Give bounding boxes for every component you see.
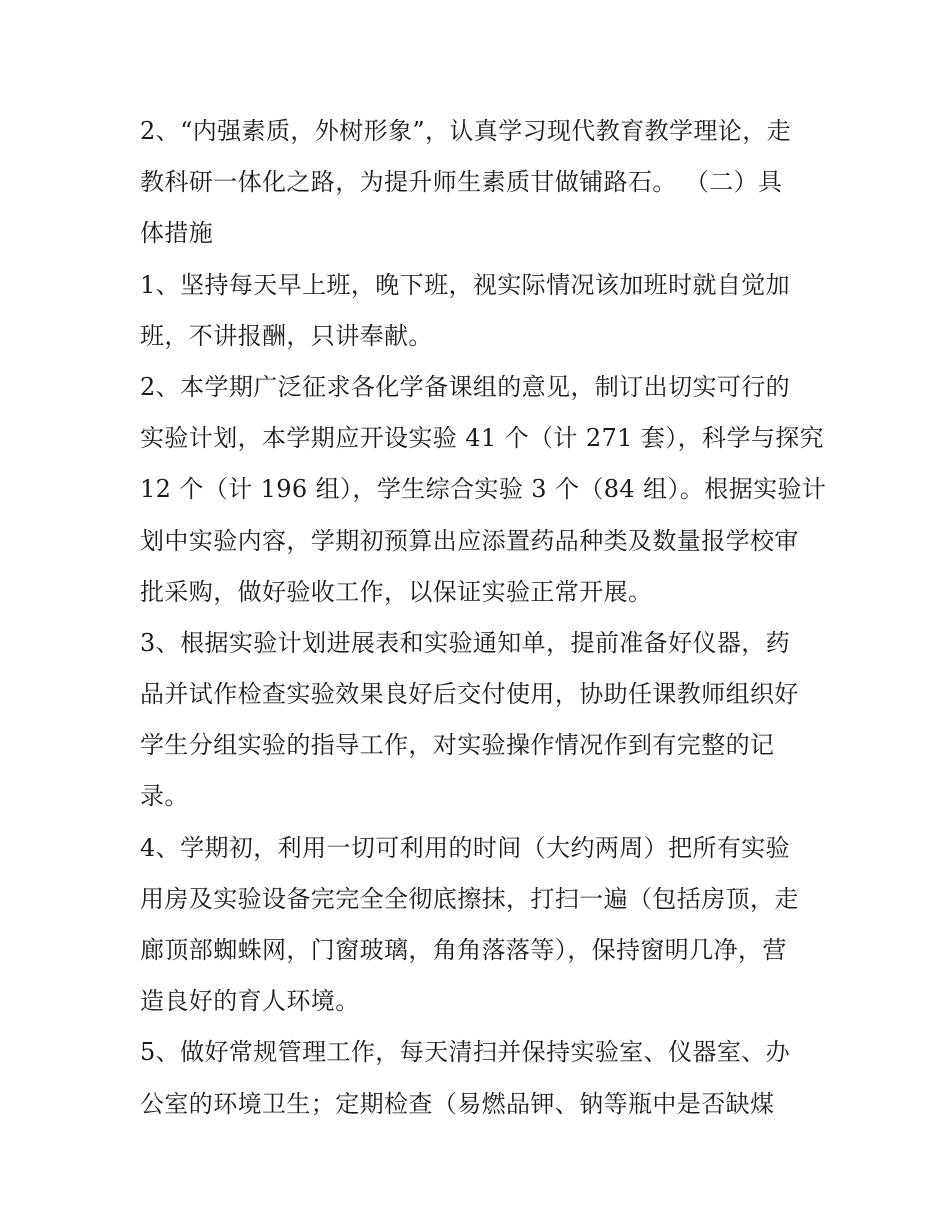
text-line: 4、学期初，利用一切可利用的时间（大约两周）把所有实验: [140, 833, 791, 862]
text-line: 3、根据实验计划进展表和实验通知单，提前准备好仪器，药: [140, 628, 791, 657]
text-line: 录。: [140, 782, 189, 811]
text-line: 学生分组实验的指导工作，对实验操作情况作到有完整的记: [140, 731, 775, 760]
text-line: 公室的环境卫生；定期检查（易燃品钾、钠等瓶中是否缺煤: [140, 1089, 775, 1118]
body-text: [140, 106, 830, 1130]
text-line: 2、本学期广泛征求各化学备课组的意见，制订出切实可行的: [140, 372, 791, 401]
text-line: 品并试作检查实验效果良好后交付使用，协助任课教师组织好: [140, 680, 799, 709]
text-line: 2、“内强素质，外树形象”，认真学习现代教育教学理论，走: [140, 117, 792, 145]
text-line: 廊顶部蜘蛛网，门窗玻璃，角角落落等），保持窗明几净，营: [140, 936, 787, 964]
text-line: 批采购，做好验收工作，以保证实验正常开展。: [140, 577, 653, 606]
text-line: 5、做好常规管理工作，每天清扫并保持实验室、仪器室、办: [140, 1038, 791, 1067]
text-line: 用房及实验设备完完全全彻底擦抹，打扫一遍（包括房顶，走: [140, 884, 799, 913]
text-line: 实验计划，本学期应开设实验 41 个（计 271 套），科学与探究: [140, 424, 825, 453]
text-line: 体措施: [140, 219, 214, 248]
text-line: 班，不讲报酬，只讲奉献。: [140, 321, 433, 350]
text-line: 1、坚持每天早上班，晚下班，视实际情况该加班时就自觉加: [140, 270, 791, 299]
text-line: 划中实验内容，学期初预算出应添置药品种类及数量报学校审: [140, 526, 799, 555]
text-line: 造良好的育人环境。: [140, 987, 360, 1016]
text-line: 12 个（计 196 组），学生综合实验 3 个（84 组）。根据实验计: [140, 475, 827, 504]
text-line: 教科研一体化之路，为提升师生素质甘做铺路石。 （二）具: [140, 168, 783, 197]
